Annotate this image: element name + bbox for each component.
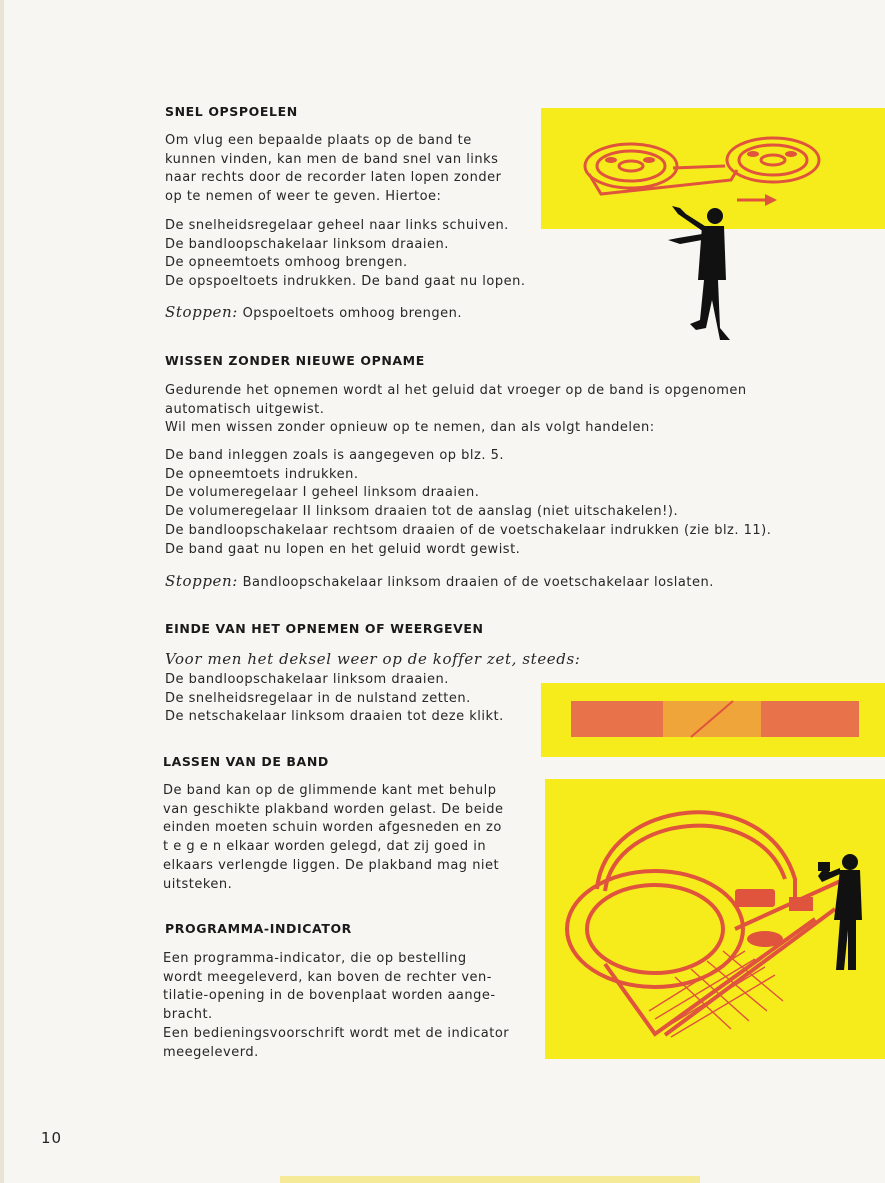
text-line: Een bedieningsvoorschrift wordt met de indicator <box>163 1025 510 1041</box>
snel-stop-instruction <box>165 303 462 324</box>
text-line: Wil men wissen zonder opnieuw op te nemen, dan als volgt handelen: <box>165 420 655 436</box>
paragraph-snel-intro <box>165 132 501 207</box>
text-line: bracht. <box>163 1007 213 1023</box>
step-item: De bandloopschakelaar linksom draaien. <box>165 236 449 252</box>
step-item: De volumeregelaar II linksom draaien tot de aanslag (niet uitschakelen!). <box>165 504 679 520</box>
stop-label: Stoppen: <box>165 303 238 321</box>
text-line: van geschikte plakband worden gelast. De beide <box>163 801 504 817</box>
photographer-silhouette-icon <box>816 850 868 976</box>
text-line: Een programma-indicator, die op bestelling <box>163 951 467 966</box>
heading-programma: PROGRAMMA-INDICATOR <box>165 921 352 936</box>
text-line: meegeleverd. <box>163 1044 259 1060</box>
bottom-color-strip <box>280 1176 700 1183</box>
heading-lassen: LASSEN VAN DE BAND <box>163 754 329 769</box>
paragraph-lassen <box>163 782 504 894</box>
stop-text: Opspoeltoets omhoog brengen. <box>242 306 463 321</box>
step-item: De opspoeltoets indrukken. De band gaat nu lopen. <box>165 274 526 290</box>
text-line: tilatie-opening in de bovenplaat worden aange- <box>163 988 496 1004</box>
heading-snel-opspoelen: SNEL OPSPOELEN <box>165 104 298 119</box>
list-einde-steps <box>165 671 504 727</box>
list-wissen-steps <box>165 447 771 559</box>
man-silhouette-icon <box>660 200 740 345</box>
text-line: elkaars verlengde liggen. De plakband mag niet <box>163 857 500 873</box>
paragraph-programma <box>163 950 509 1062</box>
page-number: 10 <box>41 1129 63 1147</box>
spliced-tape-illustration <box>541 683 885 757</box>
yellow-panel-splice <box>541 683 885 757</box>
text-line: De band kan op de glimmende kant met behulp <box>163 783 497 798</box>
text-line: kunnen vinden, kan men de band snel van links <box>165 151 499 167</box>
text-line: wordt meegeleverd, kan boven de rechter ven- <box>163 969 492 985</box>
step-item: De netschakelaar linksom draaien tot deze klikt. <box>165 709 504 725</box>
text-line: op te nemen of weer te geven. Hiertoe: <box>165 189 442 205</box>
text-line: t e g e n elkaar worden gelegd, dat zij goed in <box>163 839 487 855</box>
heading-einde: EINDE VAN HET OPNEMEN OF WEERGEVEN <box>165 621 484 636</box>
page-edge <box>0 0 4 1183</box>
step-item: De band gaat nu lopen en het geluid wordt gewist. <box>165 541 521 557</box>
step-item: De band inleggen zoals is aangegeven op blz. 5. <box>165 448 505 463</box>
text-line: Om vlug een bepaalde plaats op de band te <box>165 133 472 148</box>
step-item: De bandloopschakelaar rechtsom draaien of de voetschakelaar indrukken (zie blz. 11). <box>165 522 772 538</box>
text-line: automatisch uitgewist. <box>165 401 325 417</box>
text-line: einden moeten schuin worden afgesneden en zo <box>163 820 502 836</box>
stop-label: Stoppen: <box>165 572 238 590</box>
text-line: Gedurende het opnemen wordt al het geluid dat vroeger op de band is opgenomen <box>165 383 747 398</box>
subheading-einde: Voor men het deksel weer op de koffer zet, steeds: <box>165 650 581 668</box>
wissen-stop-instruction <box>165 572 714 593</box>
paragraph-wissen-intro <box>165 382 747 438</box>
text-line: uitsteken. <box>163 876 233 892</box>
step-item: De snelheidsregelaar geheel naar links schuiven. <box>165 218 509 233</box>
heading-wissen: WISSEN ZONDER NIEUWE OPNAME <box>165 353 425 368</box>
text-line: naar rechts door de recorder laten lopen zonder <box>165 170 502 186</box>
step-item: De opneemtoets omhoog brengen. <box>165 255 408 271</box>
step-item: De snelheidsregelaar in de nulstand zetten. <box>165 690 471 706</box>
list-snel-steps <box>165 217 525 292</box>
step-item: De volumeregelaar I geheel linksom draaien. <box>165 485 480 501</box>
step-item: De opneemtoets indrukken. <box>165 466 359 482</box>
step-item: De bandloopschakelaar linksom draaien. <box>165 672 449 687</box>
stop-text: Bandloopschakelaar linksom draaien of de voetschakelaar loslaten. <box>242 575 714 590</box>
